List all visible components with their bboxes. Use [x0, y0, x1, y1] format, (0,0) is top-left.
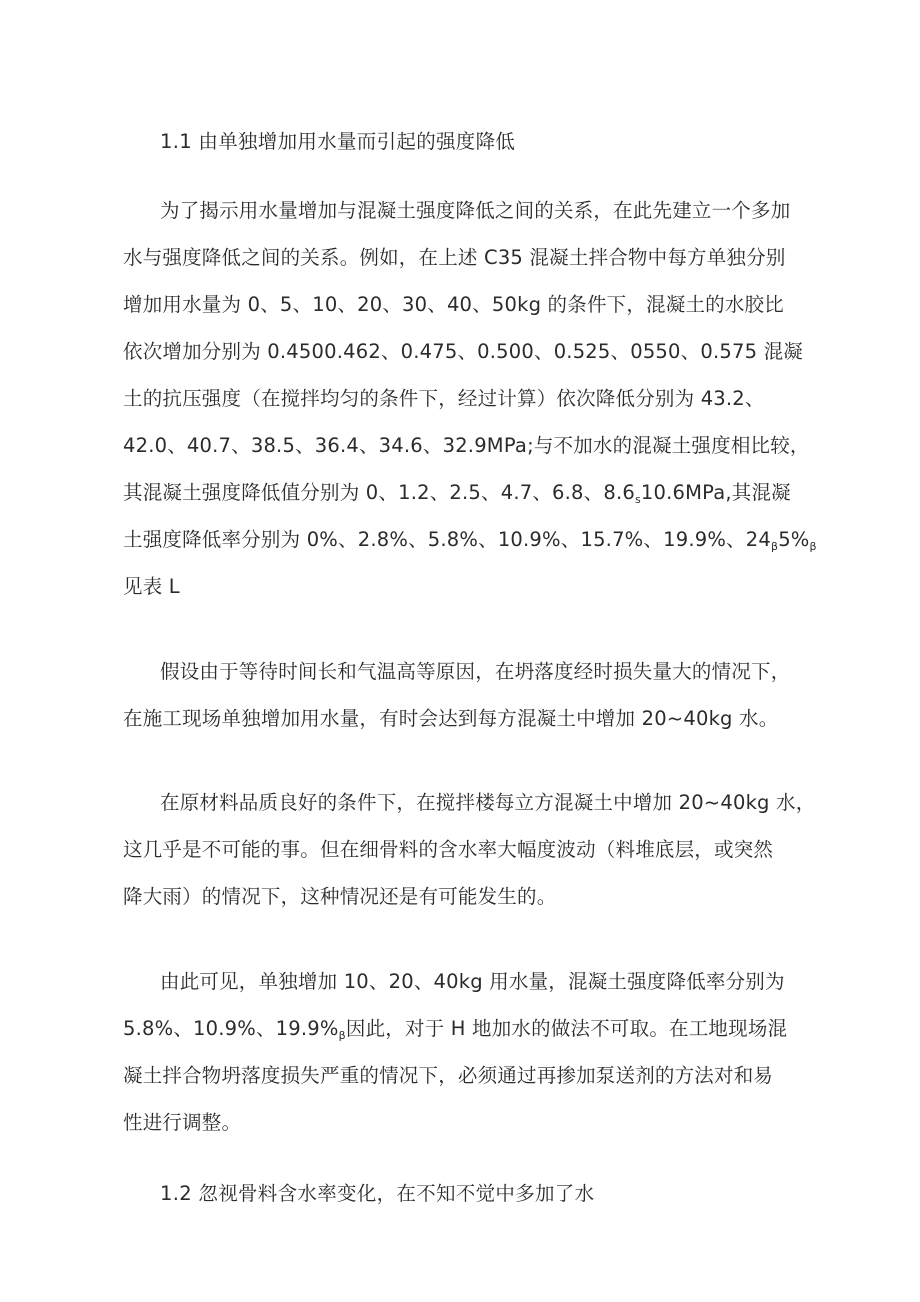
text-run: 10.6MPa,其混凝 [640, 481, 791, 504]
paragraph-line: 在原材料品质良好的条件下，在搅拌楼每立方混凝土中增加 20~40kg 水， [160, 791, 816, 814]
paragraph-line: 这几乎是不可能的事。但在细骨料的含水率大幅度波动（料堆底层，或突然 [123, 838, 774, 861]
paragraph-line: 凝土拌合物坍落度损失严重的情况下，必须通过再掺加泵送剂的方法对和易 [123, 1064, 774, 1087]
paragraph-line: 在施工现场单独增加用水量，有时会达到每方混凝土中增加 20~40kg 水。 [123, 707, 779, 730]
paragraph-line: 土的抗压强度（在搅拌均匀的条件下，经过计算）依次降低分别为 43.2、 [123, 387, 765, 410]
paragraph-line: 为了揭示用水量增加与混凝土强度降低之间的关系，在此先建立一个多加 [160, 199, 791, 222]
paragraph-line [123, 524, 817, 553]
paragraph-line: 性进行调整。 [123, 1111, 242, 1134]
text-run: 5% [778, 528, 810, 551]
paragraph-line: 降大雨）的情况下，这种情况还是有可能发生的。 [123, 885, 557, 908]
paragraph-line: 假设由于等待时间长和气温高等原因，在坍落度经时损失量大的情况下， [160, 660, 791, 683]
text-run: 5.8%、10.9%、19.9% [123, 1017, 339, 1040]
subscript: s [634, 493, 641, 506]
paragraph-line: 依次增加分别为 0.4500.462、0.475、0.500、0.525、0550、0.575 混凝 [123, 340, 803, 363]
paragraph-line: 42.0、40.7、38.5、36.4、34.6、32.9MPa;与不加水的混凝土强度相比较， [123, 434, 810, 457]
paragraph-line: 水与强度降低之间的关系。例如，在上述 C35 混凝土拌合物中每方单独分别 [123, 246, 786, 269]
paragraph-line [123, 477, 791, 506]
section-heading-1-2: 1.2 忽视骨料含水率变化，在不知不觉中多加了水 [160, 1182, 595, 1205]
subscript: β [338, 1029, 346, 1042]
paragraph-line [123, 1013, 787, 1042]
text-run: 土强度降低率分别为 0%、2.8%、5.8%、10.9%、15.7%、19.9%、24 [123, 528, 771, 551]
text-run: 其混凝土强度降低值分别为 0、1.2、2.5、4.7、6.8、8.6 [123, 481, 635, 504]
paragraph-line: 由此可见，单独增加 10、20、40kg 用水量，混凝土强度降低率分别为 [160, 970, 785, 993]
section-heading-1-1: 1.1 由单独增加用水量而引起的强度降低 [160, 130, 516, 153]
paragraph-line: 增加用水量为 0、5、10、20、30、40、50kg 的条件下，混凝土的水胶比 [123, 293, 784, 316]
subscript: β [770, 540, 779, 553]
paragraph-line: 见表 L [123, 575, 180, 598]
subscript: β [809, 540, 817, 553]
text-run: 因此，对于 H 地加水的做法不可取。在工地现场混 [345, 1017, 788, 1040]
